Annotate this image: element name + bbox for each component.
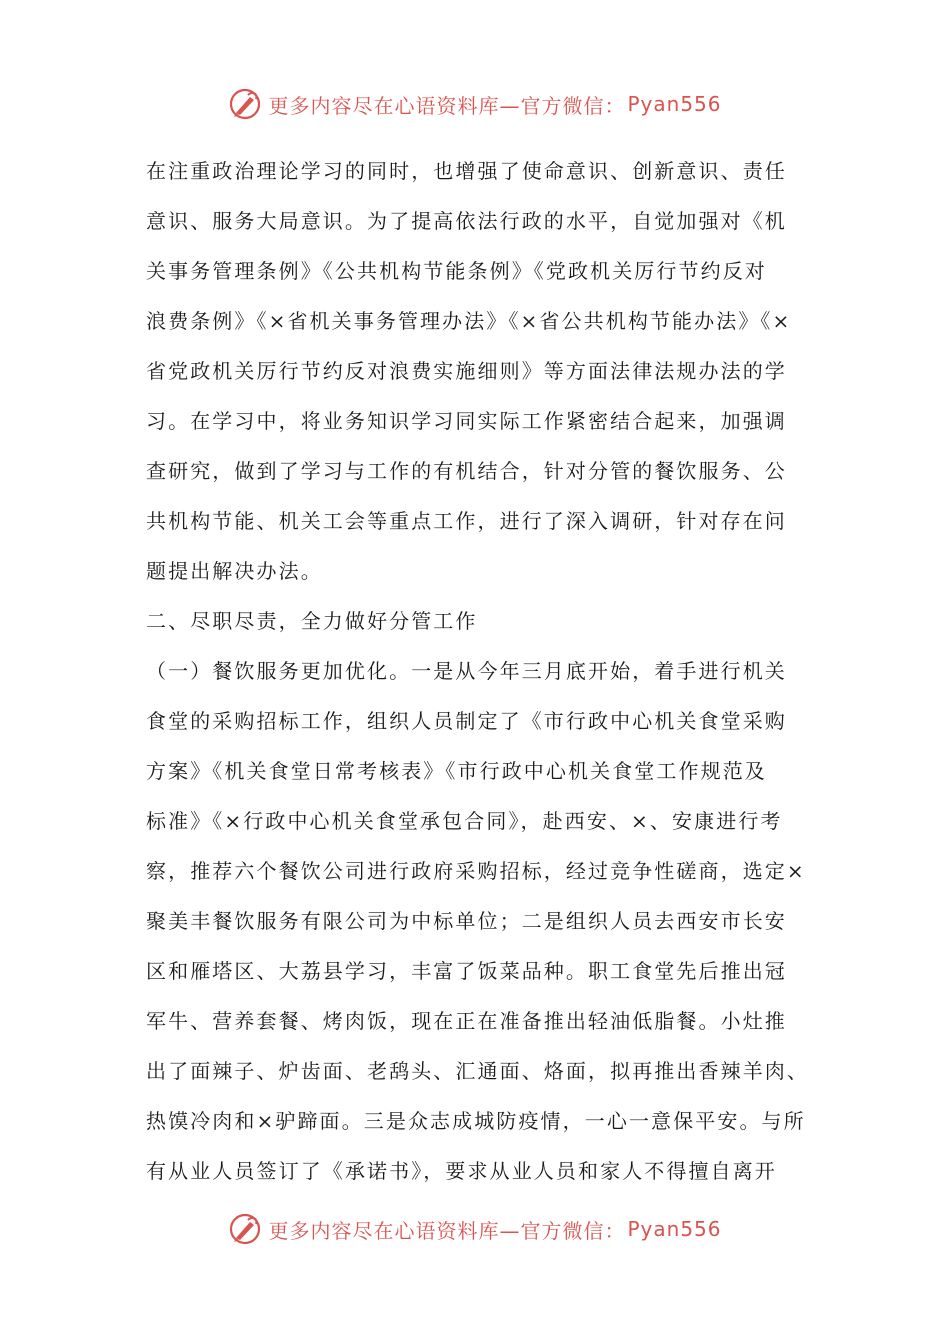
body-line: 共机构节能、机关工会等重点工作，进行了深入调研，针对存在问 <box>146 509 787 533</box>
section-heading: 二、尽职尽责，全力做好分管工作 <box>146 609 478 633</box>
body-line: 察，推荐六个餐饮公司进行政府采购招标，经过竞争性磋商，选定× <box>146 859 806 883</box>
pen-logo-icon <box>228 1212 262 1246</box>
body-line: 浪费条例》《×省机关事务管理办法》《×省公共机构节能办法》《× <box>146 309 792 333</box>
body-line: 聚美丰餐饮服务有限公司为中标单位；二是组织人员去西安市长安 <box>146 909 787 933</box>
body-line: 热馍冷肉和×驴蹄面。三是众志成城防疫情，一心一意保平安。与所 <box>146 1109 806 1133</box>
body-line: 有从业人员签订了《承诺书》，要求从业人员和家人不得擅自离开 <box>146 1159 777 1183</box>
document-body <box>146 146 810 1196</box>
body-line: 习。在学习中，将业务知识学习同实际工作紧密结合起来，加强调 <box>146 409 787 433</box>
banner-brand-text: 更多内容尽在心语资料库—官方微信： <box>268 93 626 118</box>
body-line: 关事务管理条例》《公共机构节能条例》《党政机关厉行节约反对 <box>146 259 767 283</box>
header-watermark-banner <box>0 82 950 126</box>
body-line: 题提出解决办法。 <box>146 559 323 583</box>
footer-watermark-banner <box>0 1207 950 1251</box>
body-line: 标准》《×行政中心机关食堂承包合同》，赴西安、×、安康进行考 <box>146 809 783 833</box>
body-line: 区和雁塔区、大荔县学习，丰富了饭菜品种。职工食堂先后推出冠 <box>146 959 787 983</box>
body-line: 食堂的采购招标工作，组织人员制定了《市行政中心机关食堂采购 <box>146 709 787 733</box>
pen-logo-icon <box>228 87 262 121</box>
body-line: 意识、服务大局意识。为了提高依法行政的水平，自觉加强对《机 <box>146 209 787 233</box>
body-line: 在注重政治理论学习的同时，也增强了使命意识、创新意识、责任 <box>146 159 787 183</box>
body-line: 出了面辣子、炉齿面、老鸹头、汇通面、烙面，拟再推出香辣羊肉、 <box>146 1059 809 1083</box>
body-line: 省党政机关厉行节约反对浪费实施细则》等方面法律法规办法的学 <box>146 359 787 383</box>
body-line: 方案》《机关食堂日常考核表》《市行政中心机关食堂工作规范及 <box>146 759 767 783</box>
body-line: （一）餐饮服务更加优化。一是从今年三月底开始，着手进行机关 <box>146 659 787 683</box>
banner-wechat-id: Pyan556 <box>627 92 722 116</box>
banner-wechat-id: Pyan556 <box>627 1217 722 1241</box>
body-line: 军牛、营养套餐、烤肉饭，现在正在准备推出轻油低脂餐。小灶推 <box>146 1009 787 1033</box>
banner-brand-text: 更多内容尽在心语资料库—官方微信： <box>268 1218 626 1243</box>
body-line: 查研究，做到了学习与工作的有机结合，针对分管的餐饮服务、公 <box>146 459 787 483</box>
